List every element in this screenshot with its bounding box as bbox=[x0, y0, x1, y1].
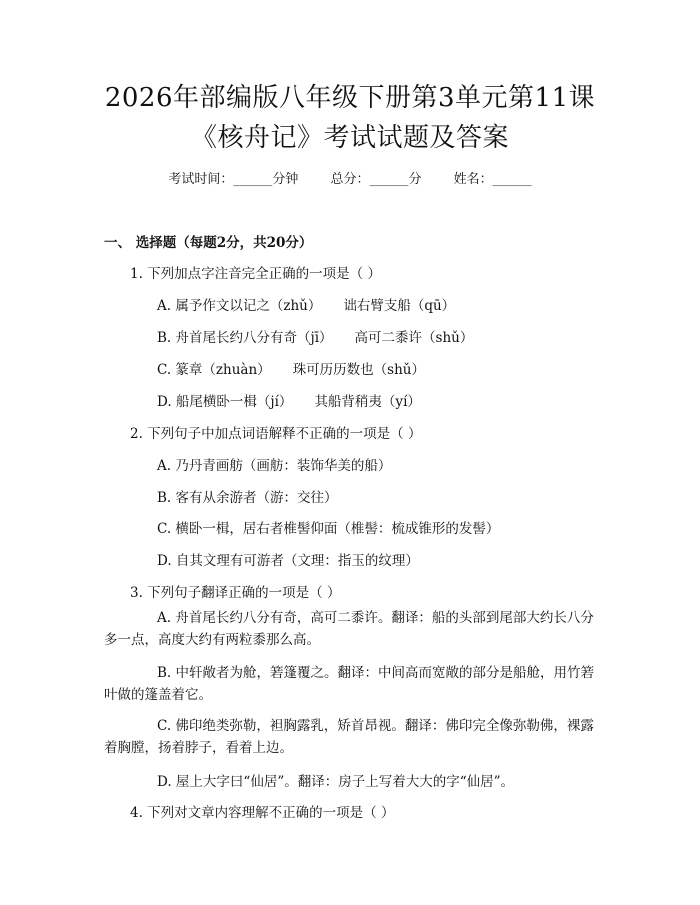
question-1-option-a bbox=[157, 294, 455, 314]
question-4-stem: 4. 下列对文章内容理解不正确的一项是（ ） bbox=[130, 805, 395, 821]
question-2-stem: 2. 下列句子中加点词语解释不正确的一项是（ ） bbox=[130, 426, 422, 442]
page-title-line1: 2026年部编版八年级下册第3单元第11课 bbox=[104, 83, 596, 113]
question-2-option-a: A. 乃丹青画舫（画舫：装饰华美的船） bbox=[157, 458, 392, 474]
exam-time: 考试时间：______分钟 bbox=[168, 172, 299, 187]
question-3-option-d: D. 屋上大字曰“仙居”。翻译：房子上写着大大的字“仙居”。 bbox=[157, 774, 515, 790]
question-3-option-c: C. 佛印绝类弥勒，袒胸露乳，矫首昂视。翻译：佛印完全像弥勒佛，裸露着胸膛，扬着脖子，看着上边。 bbox=[104, 718, 594, 756]
question-3-stem: 3. 下列句子翻译正确的一项是（ ） bbox=[130, 585, 341, 601]
option-b-part1: B. 舟首尾长约八分有奇（jī） bbox=[157, 330, 333, 346]
question-1-option-d bbox=[157, 390, 421, 410]
option-b-part2: 高可二黍许（shǔ） bbox=[354, 330, 474, 346]
exam-meta bbox=[0, 168, 700, 187]
page-title-line2: 《核舟记》考试试题及答案 bbox=[190, 123, 509, 153]
question-1-option-c bbox=[157, 358, 425, 378]
question-3-option-b: B. 中轩敞者为舱，箬篷覆之。翻译：中间高而宽敞的部分是船舱，用竹箬叶做的篷盖着它。 bbox=[104, 665, 595, 703]
question-2-option-d: D. 自其文理有可游者（文理：指玉的纹理） bbox=[157, 553, 419, 569]
section-heading: 一、 选择题（每题2分，共20分） bbox=[104, 235, 313, 251]
question-3-option-a: A. 舟首尾长约八分有奇，高可二黍许。翻译：船的头部到尾部大约长八分多一点，高度大约有两粒黍那么高。 bbox=[104, 610, 594, 648]
option-a-part1: A. 属予作文以记之（zhǔ） bbox=[157, 298, 322, 314]
option-c-part1: C. 篆章（zhuàn） bbox=[157, 362, 271, 378]
option-a-part2: 诎右臂支船（qū） bbox=[343, 298, 456, 314]
question-1-stem: 1. 下列加点字注音完全正确的一项是（ ） bbox=[130, 266, 381, 282]
question-2-option-b: B. 客有从余游者（游：交往） bbox=[157, 490, 338, 506]
option-d-part2: 其船背稍夷（yí） bbox=[314, 394, 421, 410]
student-name: 姓名：______ bbox=[453, 172, 532, 187]
question-2-option-c: C. 横卧一楫，居右者椎髻仰面（椎髻：梳成锥形的发髻） bbox=[157, 521, 500, 537]
exam-score: 总分：______分 bbox=[330, 172, 422, 187]
question-1-option-b bbox=[157, 326, 473, 346]
option-d-part1: D. 船尾横卧一楫（jí） bbox=[157, 394, 293, 410]
option-c-part2: 珠可历历数也（shǔ） bbox=[292, 362, 426, 378]
